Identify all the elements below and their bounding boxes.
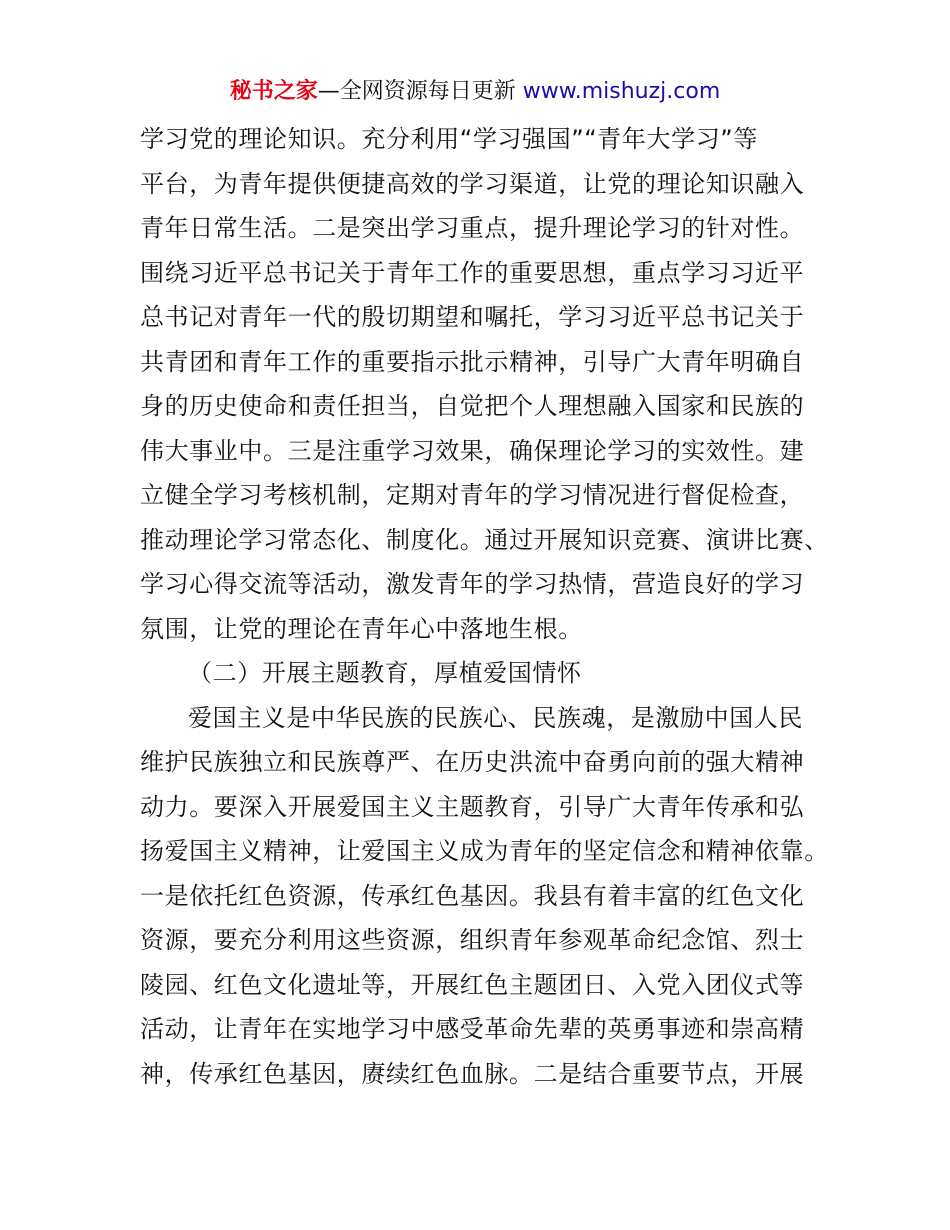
site-url[interactable]: www.mishuzj.com <box>522 79 721 104</box>
paragraph-line: 资源，要充分利用这些资源，组织青年参观革命纪念馆、烈士 <box>140 926 805 954</box>
paragraph-line: 维护民族独立和民族尊严、在历史洪流中奋勇向前的强大精神 <box>140 748 805 776</box>
paragraph-line: 平台，为青年提供便捷高效的学习渠道，让党的理论知识融入 <box>140 169 805 198</box>
paragraph-line: 共青团和青年工作的重要指示批示精神，引导广大青年明确自 <box>140 347 805 376</box>
paragraph-line: 推动理论学习常态化、制度化。通过开展知识竞赛、演讲比赛、 <box>140 525 829 554</box>
paragraph-line: 学习心得交流等活动，激发青年的学习热情，营造良好的学习 <box>140 570 805 598</box>
paragraph-line: 青年日常生活。二是突出学习重点，提升理论学习的针对性。 <box>140 214 805 242</box>
paragraph-line: 扬爱国主义精神，让爱国主义成为青年的坚定信念和精神依靠。 <box>140 837 829 865</box>
paragraph-line: 伟大事业中。三是注重学习效果，确保理论学习的实效性。建 <box>140 436 805 465</box>
paragraph-line: 立健全学习考核机制，定期对青年的学习情况进行督促检查， <box>140 481 805 509</box>
site-tagline: —全网资源每日更新 <box>317 79 523 104</box>
site-brand: 秘书之家 <box>229 79 318 104</box>
paragraph-line: 氛围，让党的理论在青年心中落地生根。 <box>140 614 583 643</box>
section-heading: （二）开展主题教育，厚植爱国情怀 <box>188 659 582 687</box>
paragraph-line: 神，传承红色基因，赓续红色血脉。二是结合重要节点，开展 <box>140 1059 805 1088</box>
document-body <box>140 117 829 1096</box>
paragraph-line: 活动，让青年在实地学习中感受革命先辈的英勇事迹和崇高精 <box>140 1015 805 1043</box>
paragraph-line: 动力。要深入开展爱国主义主题教育，引导广大青年传承和弘 <box>140 792 805 821</box>
paragraph-line: 学习党的理论知识。充分利用“学习强国”“青年大学习”等 <box>140 125 758 153</box>
paragraph-line: 一是依托红色资源，传承红色基因。我县有着丰富的红色文化 <box>140 881 805 910</box>
page-header <box>0 76 950 108</box>
paragraph-line: 爱国主义是中华民族的民族心、民族魂，是激励中国人民 <box>188 703 803 732</box>
paragraph-line: 总书记对青年一代的殷切期望和嘱托，学习习近平总书记关于 <box>140 303 805 331</box>
paragraph-line: 围绕习近平总书记关于青年工作的重要思想，重点学习习近平 <box>140 258 805 287</box>
paragraph-line: 身的历史使命和责任担当，自觉把个人理想融入国家和民族的 <box>140 392 805 420</box>
paragraph-line: 陵园、红色文化遗址等，开展红色主题团日、入党入团仪式等 <box>140 970 805 999</box>
